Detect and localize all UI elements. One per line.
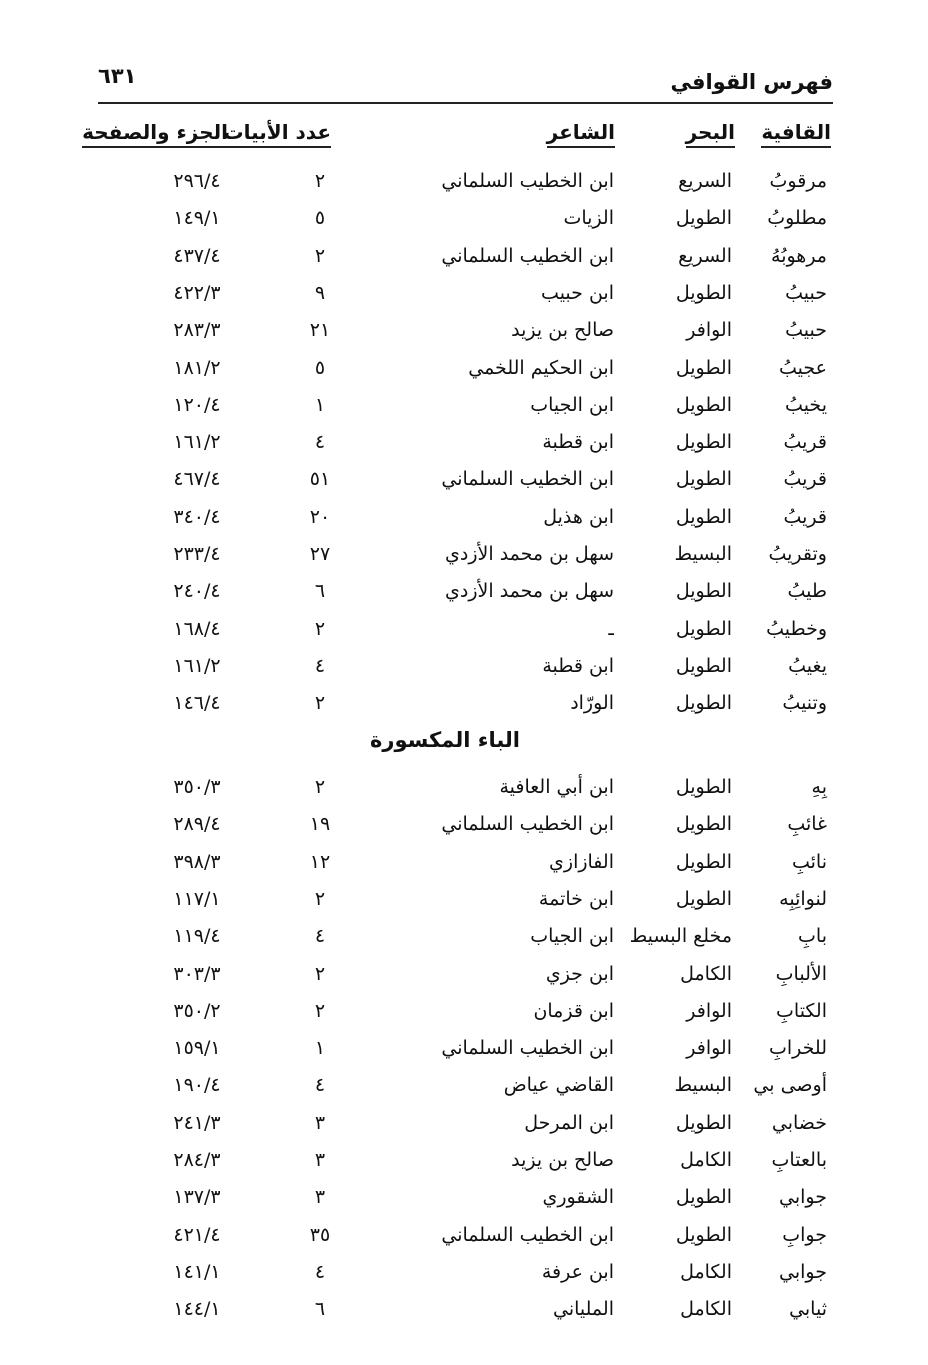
cell-qafiya: حبيبُ — [785, 281, 827, 304]
cell-volume-page: ٢٤١/٣ — [173, 1111, 221, 1134]
table-row — [0, 426, 928, 458]
table-row — [0, 501, 928, 533]
cell-volume-page: ١٤١/١ — [173, 1260, 221, 1283]
page-number: ٦٣١ — [98, 64, 137, 88]
cell-qafiya: يغيبُ — [788, 654, 827, 677]
cell-poet: ابن حبيب — [541, 281, 614, 304]
cell-bahr: الطويل — [675, 281, 732, 304]
table-row — [0, 538, 928, 570]
cell-volume-page: ٣٩٨/٣ — [173, 850, 221, 873]
cell-poet: ـ — [608, 617, 614, 640]
cell-qafiya: قريبُ — [783, 431, 827, 454]
cell-verse-count: ٣ — [314, 1111, 326, 1134]
cell-volume-page: ٤٢٢/٣ — [173, 281, 221, 304]
cell-bahr: الطويل — [675, 580, 732, 603]
cell-bahr: الوافر — [686, 999, 732, 1022]
cell-qafiya: طيبُ — [787, 580, 827, 603]
cell-verse-count: ٤ — [314, 925, 326, 948]
cell-verse-count: ٥ — [314, 356, 326, 379]
cell-bahr: الطويل — [675, 654, 732, 677]
cell-verse-count: ٤ — [314, 1260, 326, 1283]
cell-qafiya: غائبِ — [787, 813, 827, 836]
cell-verse-count: ٦ — [314, 1298, 326, 1321]
cell-verse-count: ٣ — [314, 1186, 326, 1209]
column-header-qafiya: القافية — [761, 120, 831, 148]
cell-poet: الزيات — [563, 207, 614, 230]
cell-qafiya: عجيبُ — [779, 356, 827, 379]
cell-bahr: الوافر — [686, 319, 732, 342]
cell-bahr: الوافر — [686, 1037, 732, 1060]
cell-poet: ابن قزمان — [533, 999, 614, 1022]
cell-qafiya: بابِ — [798, 925, 827, 948]
cell-qafiya: جوابي — [779, 1260, 827, 1283]
cell-qafiya: للخرابِ — [769, 1037, 827, 1060]
cell-qafiya: جوابي — [779, 1186, 827, 1209]
cell-qafiya: وخطيبُ — [766, 617, 827, 640]
cell-volume-page: ١٤٩/١ — [173, 207, 221, 230]
column-header-verse-count: عدد الأبيات — [224, 120, 331, 148]
cell-volume-page: ٤٣٧/٤ — [173, 244, 221, 267]
cell-bahr: الطويل — [675, 887, 732, 910]
cell-bahr: الطويل — [675, 505, 732, 528]
table-row — [0, 1219, 928, 1251]
cell-verse-count: ٢ — [314, 617, 326, 640]
cell-volume-page: ١٢٠/٤ — [173, 393, 221, 416]
cell-bahr: البسيط — [674, 1074, 732, 1097]
cell-volume-page: ٢٨٣/٣ — [173, 319, 221, 342]
cell-poet: القاضي عياض — [503, 1074, 614, 1097]
cell-qafiya: بِهِ — [811, 776, 827, 798]
table-row — [0, 1069, 928, 1101]
cell-qafiya: قريبُ — [783, 468, 827, 491]
cell-verse-count: ٢ — [314, 962, 326, 985]
cell-volume-page: ١٩٠/٤ — [173, 1074, 221, 1097]
cell-verse-count: ١ — [314, 393, 326, 416]
cell-verse-count: ٢ — [314, 776, 326, 798]
cell-poet: ابن الخطيب السلماني — [441, 1223, 614, 1246]
cell-verse-count: ١ — [314, 1037, 326, 1060]
cell-volume-page: ١٦٨/٤ — [173, 617, 221, 640]
table-row — [0, 314, 928, 346]
cell-bahr: الكامل — [680, 962, 732, 985]
cell-poet: ابن الخطيب السلماني — [441, 170, 614, 192]
cell-poet: ابن قطبة — [542, 431, 614, 454]
cell-bahr: الطويل — [675, 776, 732, 798]
table-row — [0, 808, 928, 840]
cell-verse-count: ٥ — [314, 207, 326, 230]
cell-qafiya: لنوائِبِه — [779, 887, 827, 910]
cell-volume-page: ٢٩٦/٤ — [173, 170, 221, 192]
cell-volume-page: ٤٢١/٤ — [173, 1223, 221, 1246]
cell-volume-page: ٢٨٩/٤ — [173, 813, 221, 836]
cell-bahr: الطويل — [675, 393, 732, 416]
cell-bahr: الطويل — [675, 617, 732, 640]
cell-volume-page: ١٤٦/٤ — [173, 692, 221, 715]
cell-poet: ابن الخطيب السلماني — [441, 1037, 614, 1060]
cell-bahr: الطويل — [675, 692, 732, 715]
cell-poet: الورّاد — [570, 692, 614, 715]
cell-volume-page: ١٦١/٢ — [173, 654, 221, 677]
cell-qafiya: مرقوبُ — [769, 170, 827, 192]
cell-verse-count: ٢ — [314, 244, 326, 267]
table-row — [0, 352, 928, 384]
table-row — [0, 958, 928, 990]
cell-qafiya: جوابِ — [782, 1223, 827, 1246]
cell-poet: الملياني — [553, 1298, 614, 1321]
cell-qafiya: يخيبُ — [785, 393, 827, 416]
cell-poet: ابن أبي العافية — [499, 776, 614, 798]
cell-verse-count: ١٩ — [309, 813, 331, 836]
cell-poet: ابن جزي — [545, 962, 614, 985]
table-row — [0, 389, 928, 421]
cell-bahr: الطويل — [675, 1223, 732, 1246]
cell-qafiya: قريبُ — [783, 505, 827, 528]
cell-bahr: الطويل — [675, 1111, 732, 1134]
table-row — [0, 1293, 928, 1325]
cell-poet: ابن الجياب — [530, 925, 614, 948]
cell-verse-count: ٣ — [314, 1149, 326, 1171]
cell-qafiya: الكتابِ — [776, 999, 827, 1022]
cell-qafiya: مرهوبُهُ — [771, 244, 827, 267]
cell-verse-count: ٤ — [314, 1074, 326, 1097]
cell-verse-count: ٢ — [314, 170, 326, 192]
cell-volume-page: ٣٥٠/٢ — [173, 999, 221, 1022]
cell-poet: ابن المرحل — [524, 1111, 614, 1134]
cell-volume-page: ١٤٤/١ — [173, 1298, 221, 1321]
cell-poet: ابن عرفة — [541, 1260, 614, 1283]
cell-verse-count: ٢٧ — [309, 543, 331, 565]
cell-poet: الشقوري — [542, 1186, 614, 1209]
column-header-poet: الشاعر — [547, 120, 615, 148]
header-rule — [98, 102, 833, 104]
cell-bahr: مخلع البسيط — [629, 925, 732, 948]
table-row — [0, 613, 928, 645]
cell-volume-page: ١١٩/٤ — [173, 925, 221, 948]
cell-volume-page: ٣٤٠/٤ — [173, 505, 221, 528]
cell-verse-count: ٢٠ — [309, 505, 331, 528]
cell-verse-count: ١٢ — [309, 850, 331, 873]
cell-bahr: الكامل — [680, 1298, 732, 1321]
table-row — [0, 995, 928, 1027]
cell-verse-count: ٢١ — [309, 319, 331, 342]
cell-verse-count: ٢ — [314, 692, 326, 715]
running-title: فهرس القوافي — [670, 70, 833, 94]
cell-poet: صالح بن يزيد — [511, 1149, 614, 1171]
cell-volume-page: ٢٨٤/٣ — [173, 1149, 221, 1171]
cell-bahr: الطويل — [675, 813, 732, 836]
table-row — [0, 1181, 928, 1213]
cell-poet: سهل بن محمد الأزدي — [445, 543, 614, 565]
column-header-bahr: البحر — [686, 120, 735, 148]
cell-bahr: الطويل — [675, 1186, 732, 1209]
cell-bahr: الكامل — [680, 1260, 732, 1283]
cell-poet: ابن الحكيم اللخمي — [468, 356, 614, 379]
table-row — [0, 650, 928, 682]
cell-qafiya: أوصى بي — [753, 1074, 827, 1097]
cell-qafiya: ثيابي — [789, 1298, 827, 1321]
cell-volume-page: ٣٥٠/٣ — [173, 776, 221, 798]
table-row — [0, 240, 928, 272]
cell-verse-count: ٢ — [314, 999, 326, 1022]
table-row — [0, 771, 928, 803]
table-row — [0, 165, 928, 197]
cell-qafiya: خضابي — [771, 1111, 827, 1134]
table-row — [0, 846, 928, 878]
cell-volume-page: ٤٦٧/٤ — [173, 468, 221, 491]
cell-poet: ابن خاتمة — [538, 887, 614, 910]
section-heading: الباء المكسورة — [370, 728, 520, 752]
table-row — [0, 1107, 928, 1139]
table-row — [0, 575, 928, 607]
column-header-volume-page: الجزء والصفحة — [82, 120, 228, 148]
cell-bahr: الطويل — [675, 356, 732, 379]
cell-qafiya: بالعتابِ — [771, 1149, 827, 1171]
table-row — [0, 687, 928, 719]
cell-poet: ابن الجياب — [530, 393, 614, 416]
cell-bahr: البسيط — [674, 543, 732, 565]
cell-volume-page: ١١٧/١ — [173, 887, 221, 910]
cell-verse-count: ٤ — [314, 431, 326, 454]
cell-poet: ابن الخطيب السلماني — [441, 244, 614, 267]
cell-volume-page: ٢٣٣/٤ — [173, 543, 221, 565]
cell-verse-count: ٦ — [314, 580, 326, 603]
cell-qafiya: وتنيبُ — [782, 692, 827, 715]
cell-verse-count: ٤ — [314, 654, 326, 677]
table-row — [0, 1032, 928, 1064]
cell-verse-count: ٥١ — [309, 468, 331, 491]
cell-volume-page: ٢٤٠/٤ — [173, 580, 221, 603]
cell-qafiya: نائبِ — [791, 850, 827, 873]
table-row — [0, 1256, 928, 1288]
table-row — [0, 277, 928, 309]
cell-qafiya: الألبابِ — [775, 962, 827, 985]
cell-bahr: الطويل — [675, 431, 732, 454]
table-row — [0, 920, 928, 952]
cell-bahr: الطويل — [675, 207, 732, 230]
cell-bahr: السريع — [678, 244, 732, 267]
cell-verse-count: ٣٥ — [309, 1223, 331, 1246]
cell-volume-page: ١٥٩/١ — [173, 1037, 221, 1060]
cell-volume-page: ٣٠٣/٣ — [173, 962, 221, 985]
cell-qafiya: مطلوبُ — [767, 207, 827, 230]
cell-bahr: الطويل — [675, 468, 732, 491]
cell-poet: ابن قطبة — [542, 654, 614, 677]
cell-bahr: الطويل — [675, 850, 732, 873]
cell-verse-count: ٢ — [314, 887, 326, 910]
cell-volume-page: ١٦١/٢ — [173, 431, 221, 454]
cell-volume-page: ١٣٧/٣ — [173, 1186, 221, 1209]
cell-verse-count: ٩ — [314, 281, 326, 304]
cell-bahr: الكامل — [680, 1149, 732, 1171]
cell-poet: ابن الخطيب السلماني — [441, 468, 614, 491]
cell-poet: ابن هذيل — [543, 505, 614, 528]
table-row — [0, 202, 928, 234]
cell-bahr: السريع — [678, 170, 732, 192]
cell-poet: الفازازي — [549, 850, 614, 873]
cell-qafiya: وتقريبُ — [768, 543, 827, 565]
table-row — [0, 883, 928, 915]
cell-poet: ابن الخطيب السلماني — [441, 813, 614, 836]
cell-qafiya: حبيبُ — [785, 319, 827, 342]
table-row — [0, 463, 928, 495]
table-row — [0, 1144, 928, 1176]
cell-poet: صالح بن يزيد — [511, 319, 614, 342]
cell-poet: سهل بن محمد الأزدي — [445, 580, 614, 603]
cell-volume-page: ١٨١/٢ — [173, 356, 221, 379]
